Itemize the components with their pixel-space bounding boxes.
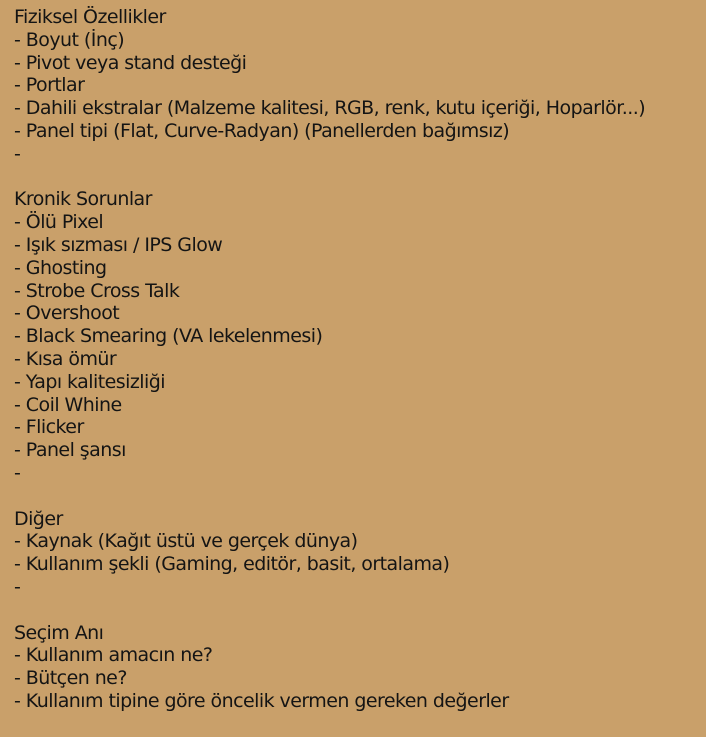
- list-item: - Strobe Cross Talk: [14, 279, 180, 302]
- list-item: - Panel tipi (Flat, Curve-Radyan) (Panellerden bağımsız): [14, 119, 510, 142]
- section-diger: [14, 508, 692, 599]
- section-heading: Seçim Anı: [14, 621, 104, 644]
- list-item: - Bütçen ne?: [14, 667, 127, 690]
- list-item: - Kullanım amacın ne?: [14, 644, 213, 667]
- section-heading: Diğer: [14, 507, 63, 530]
- spacer: [14, 599, 692, 622]
- list-item: - Dahili ekstralar (Malzeme kalitesi, RGB, renk, kutu içeriği, Hoparlör...): [14, 97, 646, 120]
- list-item: - Pivot veya stand desteği: [14, 51, 247, 74]
- list-item: - Kullanım şekli (Gaming, editör, basit, ortalama): [14, 553, 450, 576]
- list-item: -: [14, 142, 21, 165]
- list-item: -: [14, 461, 21, 484]
- spacer: [14, 166, 692, 189]
- list-item: - Panel şansı: [14, 439, 126, 462]
- list-item: - Black Smearing (VA lekelenmesi): [14, 325, 323, 348]
- list-item: - Ghosting: [14, 256, 107, 279]
- list-item: - Ölü Pixel: [14, 211, 104, 234]
- list-item: - Kısa ömür: [14, 347, 117, 370]
- list-item: - Yapı kalitesizliği: [14, 370, 165, 393]
- list-item: - Kullanım tipine göre öncelik vermen gereken değerler: [14, 689, 509, 712]
- section-heading: Fiziksel Özellikler: [14, 6, 166, 28]
- section-secim-ani: [14, 622, 692, 713]
- list-item: - Kaynak (Kağıt üstü ve gerçek dünya): [14, 530, 358, 553]
- section-heading: Kronik Sorunlar: [14, 188, 152, 211]
- list-item: - Overshoot: [14, 302, 120, 325]
- list-item: - Coil Whine: [14, 393, 122, 416]
- list-item: - Flicker: [14, 416, 84, 439]
- list-item: - Portlar: [14, 74, 85, 97]
- section-fiziksel-ozellikler: [14, 6, 692, 166]
- spacer: [14, 485, 692, 508]
- list-item: - Boyut (İnç): [14, 28, 125, 51]
- list-item: -: [14, 575, 21, 598]
- section-kronik-sorunlar: [14, 188, 692, 484]
- list-item: - Işık sızması / IPS Glow: [14, 233, 223, 256]
